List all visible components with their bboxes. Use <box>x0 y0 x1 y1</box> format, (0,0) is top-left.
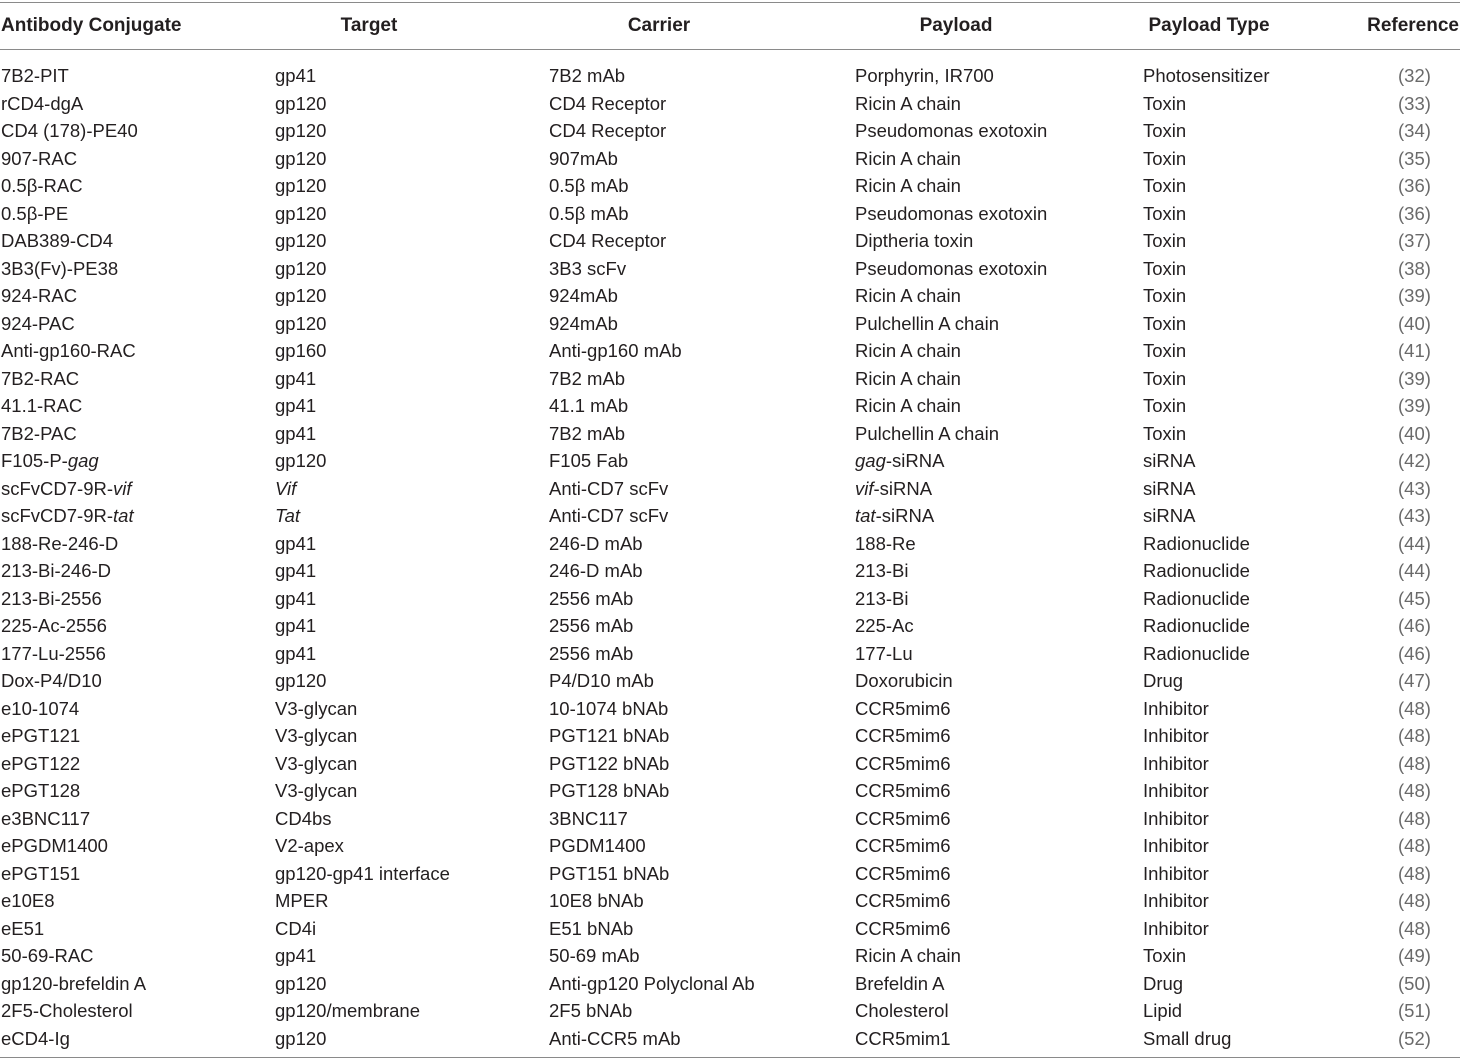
cell-antibody-conjugate: DAB389-CD4 <box>1 230 114 251</box>
cell-payload: Porphyrin, IR700 <box>855 65 994 86</box>
table-row <box>0 90 1460 118</box>
cell-target: gp120-gp41 interface <box>275 862 450 884</box>
cell-payload: Ricin A chain <box>855 285 961 306</box>
cell-carrier: PGT121 bNAb <box>549 725 670 746</box>
cell-antibody-conjugate: 3B3(Fv)-PE38 <box>1 257 119 279</box>
cell-target: gp160 <box>275 340 327 361</box>
cell-reference: (48) <box>1398 917 1431 939</box>
table-row <box>0 502 1460 530</box>
cell-payload: Ricin A chain <box>855 147 961 169</box>
cell-carrier: 2556 mAb <box>549 587 634 609</box>
cell-carrier: 7B2 mAb <box>549 367 626 389</box>
cell-payload-type: Drug <box>1143 972 1184 994</box>
cell-target: gp120/membrane <box>275 1000 421 1021</box>
table-row <box>0 585 1460 613</box>
cell-reference: (40) <box>1398 422 1431 444</box>
header-antibody-conjugate: Antibody Conjugate <box>1 15 182 36</box>
cell-reference: (48) <box>1398 862 1431 884</box>
cell-payload: Cholesterol <box>855 1000 949 1021</box>
table-row <box>0 310 1460 338</box>
cell-target: gp120 <box>275 312 327 334</box>
cell-target: gp120 <box>275 285 327 306</box>
cell-antibody-conjugate: scFvCD7-9R-tat <box>1 505 134 526</box>
cell-target: gp41 <box>275 642 317 664</box>
table-row <box>0 970 1460 998</box>
cell-carrier: 924mAb <box>549 285 618 306</box>
cell-payload: Ricin A chain <box>855 175 961 196</box>
cell-payload-type: Toxin <box>1143 120 1187 141</box>
cell-reference: (44) <box>1398 532 1431 554</box>
cell-antibody-conjugate: 50-69-RAC <box>1 945 94 966</box>
cell-payload: Pseudomonas exotoxin <box>855 257 1048 279</box>
cell-carrier: 0.5β mAb <box>549 202 629 224</box>
table-row <box>0 365 1460 393</box>
cell-payload: Pseudomonas exotoxin <box>855 120 1048 141</box>
table-row <box>0 447 1460 475</box>
cell-target: gp41 <box>275 560 317 581</box>
cell-carrier: Anti-CD7 scFv <box>549 477 669 499</box>
cell-payload-type: Toxin <box>1143 422 1187 444</box>
cell-payload-type: Toxin <box>1143 312 1187 334</box>
cell-carrier: 3BNC117 <box>549 807 628 829</box>
cell-payload-type: siRNA <box>1143 505 1196 526</box>
cell-payload: CCR5mim6 <box>855 835 951 856</box>
cell-payload: CCR5mim6 <box>855 917 951 939</box>
cell-antibody-conjugate: gp120-brefeldin A <box>1 972 147 994</box>
cell-carrier: PGT151 bNAb <box>549 862 670 884</box>
header-carrier: Carrier <box>627 15 691 36</box>
cell-payload-type: Drug <box>1143 670 1184 691</box>
cell-carrier: E51 bNAb <box>549 917 634 939</box>
table-row <box>0 695 1460 723</box>
table-row <box>0 145 1460 173</box>
cell-payload: Diptheria toxin <box>855 230 974 251</box>
cell-antibody-conjugate: 177-Lu-2556 <box>1 642 106 664</box>
table-row <box>0 420 1460 448</box>
cell-antibody-conjugate: 0.5β-RAC <box>1 175 83 196</box>
table-row <box>0 172 1460 200</box>
cell-payload-type: Inhibitor <box>1143 752 1209 774</box>
cell-payload: Pulchellin A chain <box>855 312 999 334</box>
cell-carrier: PGT128 bNAb <box>549 780 670 801</box>
table-row <box>0 667 1460 695</box>
cell-reference: (51) <box>1398 1000 1431 1021</box>
cell-reference: (32) <box>1398 65 1431 86</box>
cell-antibody-conjugate: e10E8 <box>1 890 55 911</box>
cell-antibody-conjugate: 0.5β-PE <box>1 202 69 224</box>
table-row <box>0 1025 1460 1053</box>
cell-target: V2-apex <box>275 835 344 856</box>
header-target: Target <box>340 15 398 36</box>
cell-carrier: 7B2 mAb <box>549 422 626 444</box>
cell-reference: (47) <box>1398 670 1431 691</box>
cell-payload: Brefeldin A <box>855 972 945 994</box>
cell-reference: (36) <box>1398 175 1431 196</box>
cell-payload-type: Toxin <box>1143 202 1187 224</box>
cell-reference: (35) <box>1398 147 1431 169</box>
cell-antibody-conjugate: rCD4-dgA <box>1 92 84 114</box>
cell-reference: (39) <box>1398 395 1431 416</box>
cell-carrier: 41.1 mAb <box>549 395 629 416</box>
table-row <box>0 860 1460 888</box>
cell-reference: (48) <box>1398 890 1431 911</box>
table-bottom-rule <box>0 1057 1460 1058</box>
cell-antibody-conjugate: 924-PAC <box>1 312 75 334</box>
cell-carrier: 10E8 bNAb <box>549 890 644 911</box>
cell-reference: (48) <box>1398 752 1431 774</box>
cell-reference: (48) <box>1398 725 1431 746</box>
cell-target: gp120 <box>275 972 327 994</box>
cell-payload: CCR5mim6 <box>855 890 951 911</box>
cell-target: V3-glycan <box>275 780 358 801</box>
cell-antibody-conjugate: 7B2-RAC <box>1 367 80 389</box>
cell-target: gp41 <box>275 945 317 966</box>
cell-antibody-conjugate: scFvCD7-9R-vif <box>1 477 132 499</box>
cell-payload-type: Inhibitor <box>1143 890 1209 911</box>
cell-payload-type: Radionuclide <box>1143 532 1250 554</box>
cell-reference: (43) <box>1398 477 1431 499</box>
cell-target: gp41 <box>275 532 317 554</box>
cell-payload: CCR5mim6 <box>855 752 951 774</box>
cell-payload: CCR5mim6 <box>855 780 951 801</box>
table-row <box>0 337 1460 365</box>
cell-reference: (42) <box>1398 450 1431 471</box>
cell-antibody-conjugate: Anti-gp160-RAC <box>1 340 136 361</box>
cell-payload-type: Inhibitor <box>1143 917 1209 939</box>
cell-carrier: 924mAb <box>549 312 618 334</box>
cell-target: gp41 <box>275 615 317 636</box>
cell-payload: vif-siRNA <box>855 477 933 499</box>
cell-target: gp120 <box>275 230 327 251</box>
cell-payload: 188-Re <box>855 532 916 554</box>
cell-payload: 225-Ac <box>855 615 914 636</box>
cell-carrier: P4/D10 mAb <box>549 670 654 691</box>
cell-target: gp120 <box>275 147 327 169</box>
cell-target: Vif <box>275 477 297 499</box>
cell-reference: (45) <box>1398 587 1431 609</box>
cell-target: V3-glycan <box>275 752 358 774</box>
cell-reference: (36) <box>1398 202 1431 224</box>
cell-carrier: CD4 Receptor <box>549 230 667 251</box>
cell-target: CD4i <box>275 917 317 939</box>
header-payload-type: Payload Type <box>1148 15 1270 36</box>
cell-reference: (46) <box>1398 642 1431 664</box>
cell-antibody-conjugate: 188-Re-246-D <box>1 532 119 554</box>
cell-carrier: 246-D mAb <box>549 560 643 581</box>
cell-reference: (33) <box>1398 92 1431 114</box>
cell-carrier: 7B2 mAb <box>549 65 626 86</box>
table-row <box>0 805 1460 833</box>
cell-payload-type: Inhibitor <box>1143 697 1209 719</box>
cell-target: gp120 <box>275 175 327 196</box>
cell-carrier: 2556 mAb <box>549 615 634 636</box>
cell-target: gp120 <box>275 202 327 224</box>
header-payload: Payload <box>919 15 993 36</box>
cell-payload-type: Toxin <box>1143 230 1187 251</box>
cell-reference: (41) <box>1398 340 1431 361</box>
cell-payload-type: Radionuclide <box>1143 642 1250 664</box>
cell-payload-type: Inhibitor <box>1143 780 1209 801</box>
cell-payload-type: Small drug <box>1143 1027 1232 1049</box>
table-row <box>0 392 1460 420</box>
cell-carrier: F105 Fab <box>549 450 629 471</box>
cell-payload-type: Radionuclide <box>1143 560 1250 581</box>
cell-target: V3-glycan <box>275 697 358 719</box>
cell-payload: Pseudomonas exotoxin <box>855 202 1048 224</box>
cell-payload-type: siRNA <box>1143 477 1196 499</box>
cell-antibody-conjugate: ePGT121 <box>1 725 81 746</box>
cell-carrier: Anti-CD7 scFv <box>549 505 669 526</box>
table-row <box>0 915 1460 943</box>
cell-payload: CCR5mim6 <box>855 807 951 829</box>
cell-antibody-conjugate: 213-Bi-2556 <box>1 587 102 609</box>
cell-carrier: 10-1074 bNAb <box>549 697 669 719</box>
cell-carrier: Anti-gp120 Polyclonal Ab <box>549 972 755 994</box>
cell-payload: Ricin A chain <box>855 945 961 966</box>
cell-payload: 213-Bi <box>855 587 909 609</box>
table-row <box>0 887 1460 915</box>
cell-reference: (48) <box>1398 780 1431 801</box>
cell-carrier: 907mAb <box>549 147 618 169</box>
cell-reference: (43) <box>1398 505 1431 526</box>
cell-payload-type: Lipid <box>1143 1000 1183 1021</box>
cell-reference: (34) <box>1398 120 1431 141</box>
cell-antibody-conjugate: eE51 <box>1 917 45 939</box>
cell-antibody-conjugate: 907-RAC <box>1 147 78 169</box>
cell-reference: (49) <box>1398 945 1431 966</box>
cell-target: gp120 <box>275 450 327 471</box>
cell-target: gp41 <box>275 367 317 389</box>
cell-target: gp120 <box>275 257 327 279</box>
cell-payload: 177-Lu <box>855 642 913 664</box>
cell-payload-type: Toxin <box>1143 175 1187 196</box>
cell-payload: Ricin A chain <box>855 395 961 416</box>
cell-payload-type: Toxin <box>1143 285 1187 306</box>
cell-payload-type: Toxin <box>1143 92 1187 114</box>
cell-payload-type: Toxin <box>1143 395 1187 416</box>
table-row <box>0 62 1460 90</box>
cell-reference: (50) <box>1398 972 1431 994</box>
cell-target: gp41 <box>275 587 317 609</box>
cell-reference: (48) <box>1398 807 1431 829</box>
cell-payload-type: Radionuclide <box>1143 587 1250 609</box>
cell-reference: (40) <box>1398 312 1431 334</box>
cell-payload-type: Toxin <box>1143 257 1187 279</box>
table-row <box>0 722 1460 750</box>
table-row <box>0 557 1460 585</box>
cell-payload: Pulchellin A chain <box>855 422 999 444</box>
cell-payload-type: Toxin <box>1143 367 1187 389</box>
cell-payload: CCR5mim1 <box>855 1027 951 1049</box>
cell-carrier: 50-69 mAb <box>549 945 640 966</box>
cell-antibody-conjugate: 7B2-PIT <box>1 65 69 86</box>
cell-antibody-conjugate: 225-Ac-2556 <box>1 615 107 636</box>
cell-payload-type: Inhibitor <box>1143 862 1209 884</box>
table-row <box>0 750 1460 778</box>
cell-antibody-conjugate: e10-1074 <box>1 697 80 719</box>
cell-carrier: Anti-gp160 mAb <box>549 340 682 361</box>
table-row <box>0 117 1460 145</box>
cell-reference: (48) <box>1398 697 1431 719</box>
cell-carrier: PGT122 bNAb <box>549 752 670 774</box>
cell-target: MPER <box>275 890 329 911</box>
table-row <box>0 832 1460 860</box>
cell-reference: (39) <box>1398 285 1431 306</box>
cell-antibody-conjugate: 924-RAC <box>1 285 78 306</box>
cell-payload-type: Inhibitor <box>1143 835 1209 856</box>
table-header <box>0 0 1460 50</box>
cell-target: gp41 <box>275 422 317 444</box>
cell-target: gp120 <box>275 120 327 141</box>
cell-payload-type: Toxin <box>1143 945 1187 966</box>
cell-reference: (38) <box>1398 257 1431 279</box>
cell-payload-type: Toxin <box>1143 340 1187 361</box>
table-row <box>0 200 1460 228</box>
cell-antibody-conjugate: ePGDM1400 <box>1 835 108 856</box>
cell-payload: CCR5mim6 <box>855 697 951 719</box>
cell-payload: tat-siRNA <box>855 505 935 526</box>
cell-target: gp120 <box>275 670 327 691</box>
cell-payload-type: Inhibitor <box>1143 807 1209 829</box>
cell-payload-type: Toxin <box>1143 147 1187 169</box>
cell-carrier: Anti-CCR5 mAb <box>549 1027 681 1049</box>
cell-payload-type: Inhibitor <box>1143 725 1209 746</box>
cell-carrier: 2F5 bNAb <box>549 1000 633 1021</box>
cell-payload: Doxorubicin <box>855 670 953 691</box>
cell-payload: 213-Bi <box>855 560 909 581</box>
table-row <box>0 255 1460 283</box>
cell-target: CD4bs <box>275 807 332 829</box>
cell-payload-type: Radionuclide <box>1143 615 1250 636</box>
table-row <box>0 640 1460 668</box>
cell-carrier: 0.5β mAb <box>549 175 629 196</box>
cell-antibody-conjugate: 2F5-Cholesterol <box>1 1000 133 1021</box>
cell-reference: (52) <box>1398 1027 1431 1049</box>
table-header-rule <box>0 49 1460 50</box>
cell-antibody-conjugate: eCD4-Ig <box>1 1027 70 1049</box>
cell-antibody-conjugate: CD4 (178)-PE40 <box>1 120 138 141</box>
table-row <box>0 530 1460 558</box>
cell-antibody-conjugate: ePGT151 <box>1 862 81 884</box>
cell-target: V3-glycan <box>275 725 358 746</box>
cell-antibody-conjugate: F105-P-gag <box>1 450 99 471</box>
cell-reference: (39) <box>1398 367 1431 389</box>
cell-payload: CCR5mim6 <box>855 725 951 746</box>
cell-reference: (44) <box>1398 560 1431 581</box>
table-row <box>0 282 1460 310</box>
cell-target: gp120 <box>275 1027 327 1049</box>
cell-payload: Ricin A chain <box>855 340 961 361</box>
cell-carrier: CD4 Receptor <box>549 120 667 141</box>
table-row <box>0 997 1460 1025</box>
header-reference: Reference <box>1367 15 1459 36</box>
table-body <box>0 62 1460 1052</box>
cell-antibody-conjugate: 41.1-RAC <box>1 395 83 416</box>
cell-carrier: CD4 Receptor <box>549 92 667 114</box>
cell-antibody-conjugate: e3BNC117 <box>1 807 91 829</box>
cell-target: gp120 <box>275 92 327 114</box>
cell-payload-type: siRNA <box>1143 450 1196 471</box>
cell-target: gp41 <box>275 65 317 86</box>
cell-antibody-conjugate: Dox-P4/D10 <box>1 670 102 691</box>
cell-carrier: 3B3 scFv <box>549 257 627 279</box>
table-row <box>0 475 1460 503</box>
table-row <box>0 227 1460 255</box>
table-row <box>0 777 1460 805</box>
cell-payload: CCR5mim6 <box>855 862 951 884</box>
cell-payload: Ricin A chain <box>855 92 961 114</box>
cell-payload-type: Photosensitizer <box>1143 65 1270 86</box>
table-row <box>0 612 1460 640</box>
cell-payload: gag-siRNA <box>855 450 945 471</box>
cell-antibody-conjugate: 7B2-PAC <box>1 422 77 444</box>
cell-reference: (46) <box>1398 615 1431 636</box>
cell-target: gp41 <box>275 395 317 416</box>
cell-carrier: 2556 mAb <box>549 642 634 664</box>
cell-antibody-conjugate: 213-Bi-246-D <box>1 560 112 581</box>
cell-carrier: 246-D mAb <box>549 532 643 554</box>
cell-carrier: PGDM1400 <box>549 835 646 856</box>
cell-reference: (37) <box>1398 230 1431 251</box>
cell-target: Tat <box>275 505 301 526</box>
cell-payload: Ricin A chain <box>855 367 961 389</box>
cell-antibody-conjugate: ePGT122 <box>1 752 81 774</box>
cell-reference: (48) <box>1398 835 1431 856</box>
cell-antibody-conjugate: ePGT128 <box>1 780 81 801</box>
table-row <box>0 942 1460 970</box>
